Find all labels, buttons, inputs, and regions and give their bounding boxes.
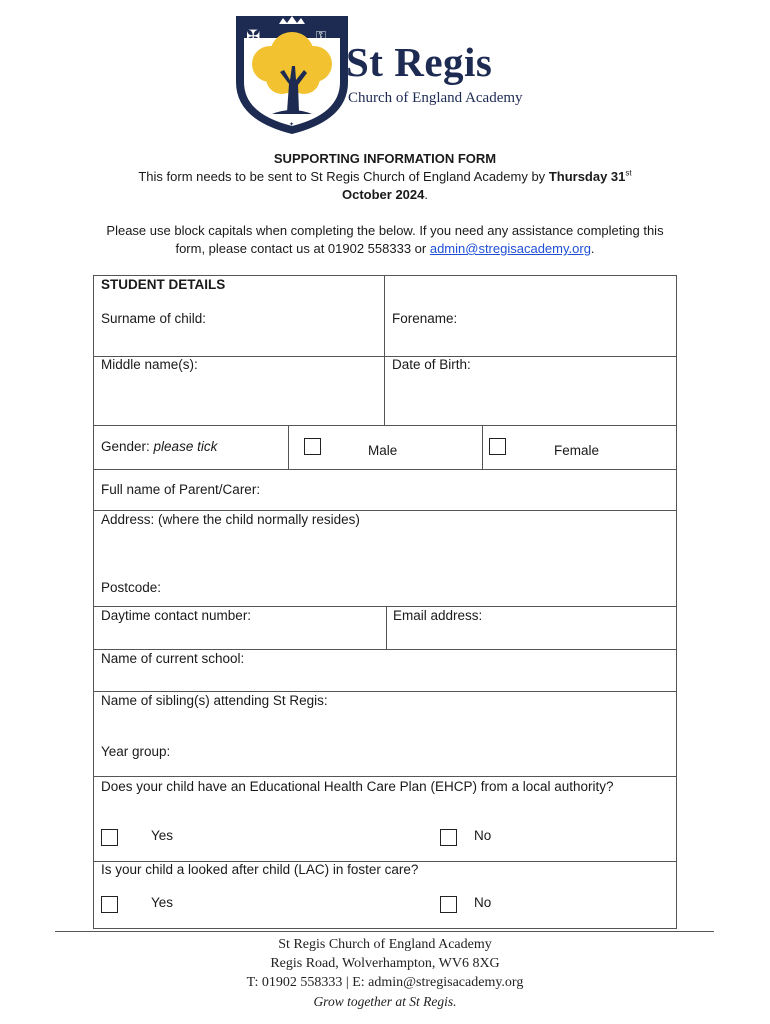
student-details-form [93,275,677,929]
ehcp-no-checkbox[interactable] [440,829,457,846]
form-title: SUPPORTING INFORMATION FORM [273,151,497,166]
instructions-text: Please use block capitals when completing the below. If you need any assistance completing this form, please contact us at 01902 558333 or admin@stregisacademy.org. [106,223,664,256]
deadline-superscript: st [625,168,632,178]
svg-text:✦: ✦ [289,121,295,128]
surname-label: Surname of child: [101,311,207,326]
female-label: Female [554,443,600,458]
dob-label: Date of Birth: [392,357,471,372]
phone-label: Daytime contact number: [101,608,252,623]
lac-yes-checkbox[interactable] [101,896,118,913]
female-checkbox[interactable] [489,438,506,455]
current-school-label: Name of current school: [101,651,245,666]
ehcp-question: Does your child have an Educational Health Care Plan (EHCP) from a local authority? [101,779,614,794]
lac-yes-label: Yes [151,895,174,910]
school-subtitle: Church of England Academy [348,90,523,106]
siblings-label: Name of sibling(s) attending St Regis: [101,693,328,708]
middle-name-label: Middle name(s): [101,357,198,372]
male-label: Male [368,443,398,458]
cross-icon: ✠ [246,27,261,47]
section-heading: STUDENT DETAILS [101,277,226,292]
keys-icon: ⚿ [316,29,326,44]
footer-school-name: St Regis Church of England Academy [278,937,492,952]
lac-no-checkbox[interactable] [440,896,457,913]
parent-name-label: Full name of Parent/Carer: [101,482,261,497]
footer-contact: T: 01902 558333 | E: admin@stregisacademy.org [246,975,524,990]
deadline-text: This form needs to be sent to St Regis Church of England Academy by Thursday 31st October 2024. [138,168,632,202]
year-group-label: Year group: [101,744,171,759]
ehcp-yes-label: Yes [151,828,174,843]
ehcp-yes-checkbox[interactable] [101,829,118,846]
school-name: St Regis [346,39,493,85]
forename-label: Forename: [392,311,458,326]
email-link[interactable]: admin@stregisacademy.org [429,241,591,256]
gender-label: Gender: please tick [101,439,218,454]
postcode-label: Postcode: [101,580,162,595]
footer-address: Regis Road, Wolverhampton, WV6 8XG [270,956,500,971]
ehcp-no-label: No [474,828,492,843]
footer-divider [55,931,714,932]
lac-no-label: No [474,895,492,910]
footer-tagline: Grow together at St Regis. [313,994,457,1009]
address-label: Address: (where the child normally resides) [101,512,360,527]
lac-question: Is your child a looked after child (LAC) in foster care? [101,862,419,877]
email-label: Email address: [393,608,483,623]
male-checkbox[interactable] [304,438,321,455]
